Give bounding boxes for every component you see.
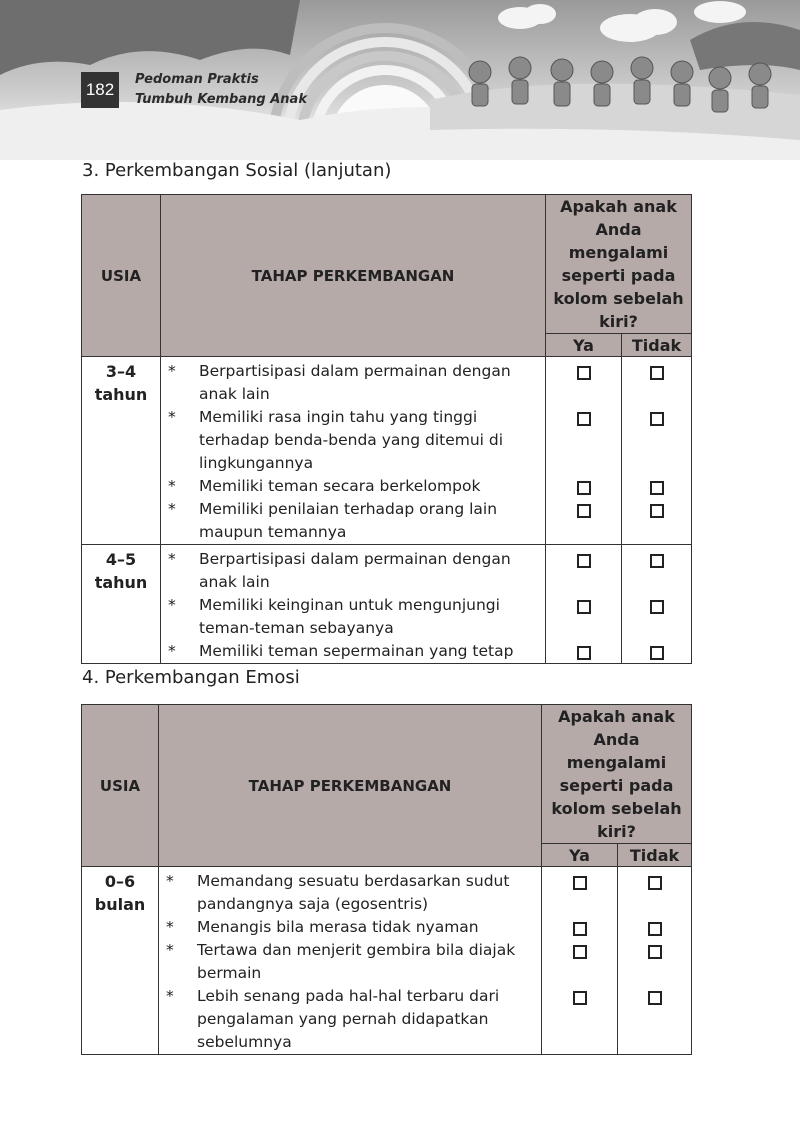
- item-text: Memiliki teman sepermainan yang tetap: [199, 642, 514, 660]
- tidak-cell: [622, 357, 692, 545]
- tidak-checkbox[interactable]: [650, 554, 664, 568]
- col-header-question: Apakah anak Anda mengalami seperti pada kolom sebelah kiri?: [546, 195, 692, 334]
- items-cell: [161, 545, 546, 664]
- tidak-checkbox[interactable]: [648, 991, 662, 1005]
- tidak-checkbox[interactable]: [648, 922, 662, 936]
- ya-checkbox[interactable]: [573, 945, 587, 959]
- list-item: * Memiliki rasa ingin tahu yang tinggi terhadap benda-benda yang ditemui di lingkungannya: [161, 406, 545, 475]
- item-text: Tertawa dan menjerit gembira bila diajak bermain: [197, 941, 516, 982]
- age-cell: [82, 357, 161, 545]
- col-header-ya: Ya: [542, 844, 618, 867]
- table-sosial: [81, 194, 692, 664]
- section-title-sosial: 3. Perkembangan Sosial (lanjutan): [82, 160, 392, 181]
- tidak-checkbox[interactable]: [650, 504, 664, 518]
- list-item: * Memiliki penilaian terhadap orang lain maupun temannya: [161, 498, 545, 544]
- tidak-cell: [618, 867, 692, 1055]
- tidak-cell: [622, 545, 692, 664]
- page-number: 182: [81, 72, 119, 108]
- tidak-checkbox[interactable]: [648, 945, 662, 959]
- col-header-usia: USIA: [82, 195, 161, 357]
- age-value: 4–5: [105, 550, 137, 569]
- list-item: * Tertawa dan menjerit gembira bila diajak bermain: [159, 939, 541, 985]
- book-title-line1: Pedoman Praktis: [135, 72, 259, 87]
- col-header-question: Apakah anak Anda mengalami seperti pada kolom sebelah kiri?: [542, 705, 692, 844]
- book-title: [135, 70, 307, 110]
- ya-checkbox[interactable]: [577, 481, 591, 495]
- col-header-usia: USIA: [82, 705, 159, 867]
- age-cell: [82, 867, 159, 1055]
- ya-checkbox[interactable]: [573, 922, 587, 936]
- tidak-checkbox[interactable]: [650, 366, 664, 380]
- ya-checkbox[interactable]: [577, 504, 591, 518]
- tidak-checkbox[interactable]: [650, 646, 664, 660]
- col-header-ya: Ya: [546, 334, 622, 357]
- ya-checkbox[interactable]: [577, 366, 591, 380]
- book-title-line2: Tumbuh Kembang Anak: [135, 92, 307, 107]
- list-item: * Memiliki keinginan untuk mengunjungi teman-teman sebayanya: [161, 594, 545, 640]
- header-illustration: [0, 0, 800, 160]
- ya-checkbox[interactable]: [577, 554, 591, 568]
- table-row: [82, 545, 692, 664]
- ya-cell: [546, 545, 622, 664]
- ya-cell: [542, 867, 618, 1055]
- list-item: * Memandang sesuatu berdasarkan sudut pandangnya saja (egosentris): [159, 870, 541, 916]
- list-item: * Lebih senang pada hal-hal terbaru dari pengalaman yang pernah didapatkan sebelumnya: [159, 985, 541, 1054]
- tidak-checkbox[interactable]: [648, 876, 662, 890]
- age-value: 3–4: [105, 362, 137, 381]
- tidak-checkbox[interactable]: [650, 600, 664, 614]
- age-unit: tahun: [94, 385, 148, 404]
- col-header-tidak: Tidak: [618, 844, 692, 867]
- ya-checkbox[interactable]: [573, 876, 587, 890]
- tidak-checkbox[interactable]: [650, 412, 664, 426]
- col-header-tidak: Tidak: [622, 334, 692, 357]
- list-item: * Memiliki teman secara berkelompok: [161, 475, 545, 498]
- age-unit: tahun: [94, 573, 148, 592]
- item-text: Lebih senang pada hal-hal terbaru dari pengalaman yang pernah didapatkan sebelumnya: [197, 987, 500, 1051]
- col-header-tahap: TAHAP PERKEMBANGAN: [159, 705, 542, 867]
- item-text: Berpartisipasi dalam permainan dengan anak lain: [199, 362, 511, 403]
- item-text: Memiliki keinginan untuk mengunjungi teman-teman sebayanya: [199, 596, 500, 637]
- tidak-checkbox[interactable]: [650, 481, 664, 495]
- age-cell: [82, 545, 161, 664]
- ya-checkbox[interactable]: [577, 412, 591, 426]
- table-row: [82, 867, 692, 1055]
- col-header-tahap: TAHAP PERKEMBANGAN: [161, 195, 546, 357]
- list-item: * Menangis bila merasa tidak nyaman: [159, 916, 541, 939]
- item-text: Menangis bila merasa tidak nyaman: [197, 918, 479, 936]
- item-text: Memiliki rasa ingin tahu yang tinggi terhadap benda-benda yang ditemui di lingkungannya: [199, 408, 504, 472]
- list-item: * Berpartisipasi dalam permainan dengan anak lain: [161, 548, 545, 594]
- age-unit: bulan: [94, 895, 146, 914]
- ya-checkbox[interactable]: [577, 600, 591, 614]
- table-row: [82, 357, 692, 545]
- item-text: Memiliki penilaian terhadap orang lain maupun temannya: [199, 500, 498, 541]
- ya-checkbox[interactable]: [577, 646, 591, 660]
- table-emosi: [81, 704, 692, 1055]
- items-cell: [159, 867, 542, 1055]
- ya-cell: [546, 357, 622, 545]
- item-text: Memandang sesuatu berdasarkan sudut pandangnya saja (egosentris): [197, 872, 510, 913]
- items-cell: [161, 357, 546, 545]
- section-title-emosi: 4. Perkembangan Emosi: [82, 667, 300, 688]
- list-item: * Memiliki teman sepermainan yang tetap: [161, 640, 545, 663]
- item-text: Memiliki teman secara berkelompok: [199, 477, 481, 495]
- ya-checkbox[interactable]: [573, 991, 587, 1005]
- age-value: 0–6: [104, 872, 136, 891]
- item-text: Berpartisipasi dalam permainan dengan anak lain: [199, 550, 511, 591]
- list-item: * Berpartisipasi dalam permainan dengan anak lain: [161, 360, 545, 406]
